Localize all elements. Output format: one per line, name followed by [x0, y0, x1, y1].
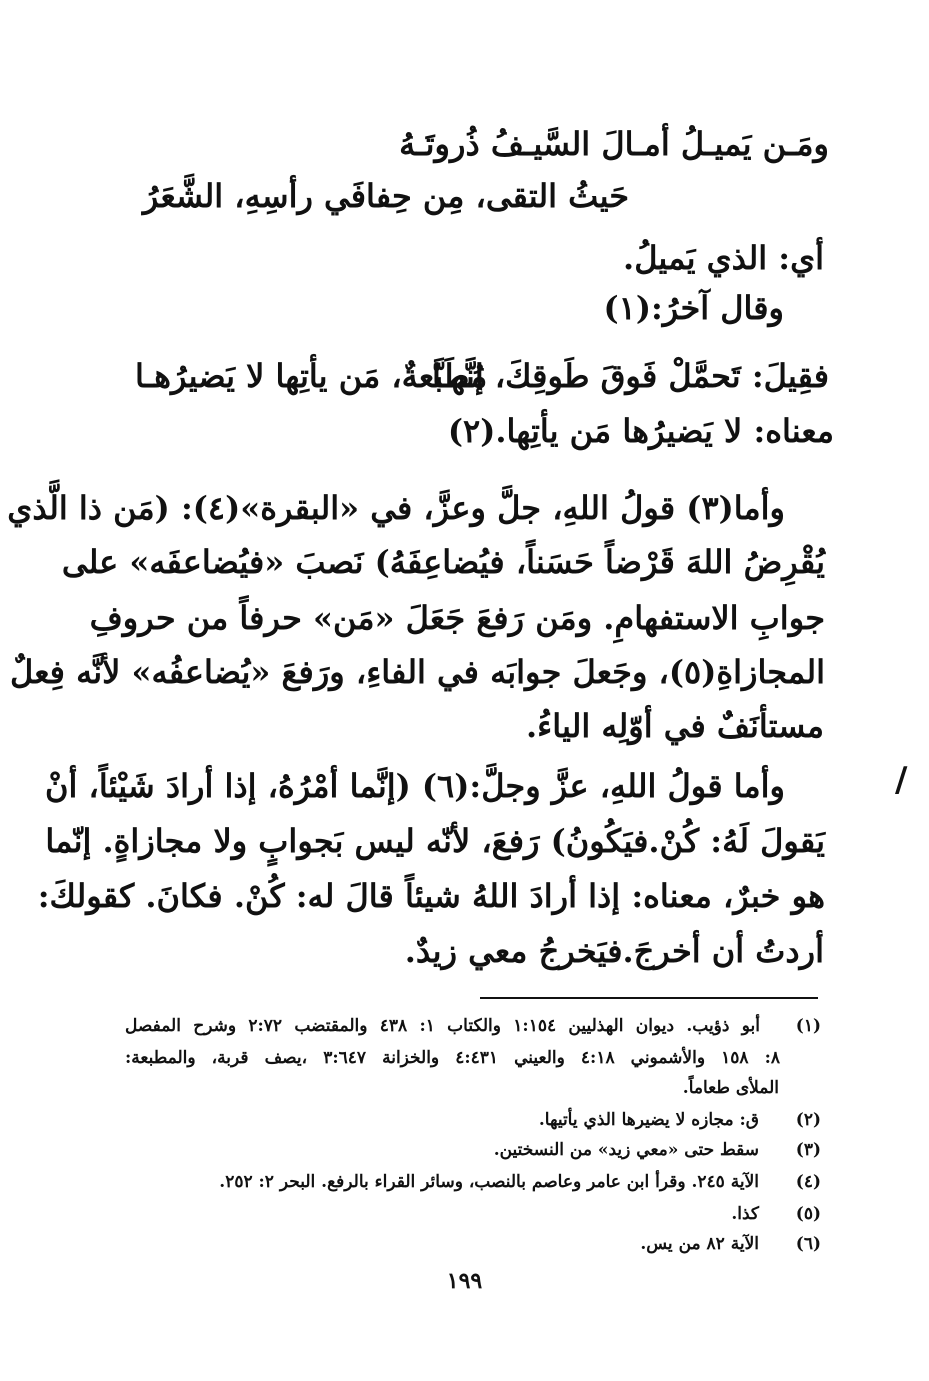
footnote-1-line-3: الملأى طعاماً.: [682, 1078, 779, 1098]
para1-line-2: يُقْرِضُ اللهَ قَرْضاً حَسَناً، فيُضاعِفَهُ) نَصبَ «فيُضاعفَه» على: [61, 543, 825, 581]
footnote-2-number: (٢): [795, 1110, 821, 1130]
footnote-4-number: (٤): [795, 1172, 821, 1192]
footnote-4-text: الآية ٢٤٥. وقرأ ابن عامر وعاصم بالنصب، وسائر القراء بالرفع. البحر ٢: ٢٥٢.: [219, 1172, 759, 1192]
margin-slash-mark: /: [895, 760, 908, 800]
said-other-line: وقال آخرُ:(١): [603, 289, 784, 327]
footnote-5-number: (٥): [795, 1204, 821, 1224]
para1-line-5: مستأنَفٌ في أوّلِه الياءُ.: [526, 707, 824, 745]
para2-line-2: يَقولَ لَهُ: كُنْ.فيَكُونُ) رَفعَ، لأنّه ليس بَجوابٍ ولا مجازاةٍ. إنّما: [45, 822, 825, 860]
page-number: ١٩٩: [446, 1268, 483, 1294]
footnote-1-line-2: ٨: ١٥٨ والأشموني ٤:١٨ والعيني ٤:٤٣١ والخزانة ٣:٦٤٧ ،يصف قربة، والمطبعة:: [125, 1048, 780, 1068]
footnote-3-number: (٣): [795, 1140, 821, 1160]
footnote-separator: [480, 997, 818, 999]
meaning-line-1: أي: الذي يَميلُ.: [623, 239, 824, 277]
footnote-1-line-1: أبو ذؤيب. ديوان الهذليين ١:١٥٤ والكتاب ١: ٤٣٨ والمقتضب ٢:٧٢ وشرح المفصل: [125, 1016, 760, 1036]
poem1-hemistich-a: ومَـن يَميـلُ أمـالَ السَّيـفُ ذُروتَـهُ: [399, 125, 829, 163]
poem2-hemistich-a: فقِيلَ: تَحمَّلْ فَوقَ طَوقِكَ، إنَّهـا: [432, 357, 829, 395]
para2-line-4: أردتُ أن أخرجَ.فيَخرجُ معي زيدٌ.: [404, 932, 824, 970]
para2-line-3: هو خبرٌ، معناه: إذا أرادَ اللهُ شيئاً قالَ له: كُنْ. فكانَ. كقولكَ:: [37, 877, 825, 915]
footnote-6-number: (٦): [795, 1234, 821, 1254]
footnote-2-text: ق: مجازه لا يضيرها الذي يأتيها.: [538, 1110, 759, 1130]
poem1-hemistich-b: حَيثُ التقى، مِن حِفافَي رأسِهِ، الشَّعَرُ: [142, 177, 629, 215]
footnote-6-text: الآية ٨٢ من يس.: [640, 1234, 759, 1254]
poem2-hemistich-b: مُطَبَّعةٌ، مَن يأتِها لا يَضيرُهـا: [135, 357, 488, 395]
footnote-5-text: كذا.: [731, 1204, 759, 1224]
para1-line-3: جوابِ الاستفهامِ. ومَن رَفعَ جَعَلَ «مَن» حرفاً من حروفِ: [89, 599, 825, 637]
para2-line-1: وأما قولُ اللهِ، عزَّ وجلَّ:(٦) (إنَّما أمْرُهُ، إذا أرادَ شَيْئاً، أنْ: [44, 767, 785, 805]
para1-line-1: وأما(٣) قولُ اللهِ، جلَّ وعزَّ، في «البقرة»(٤): (مَن ذا الَّذي: [7, 489, 785, 527]
para1-line-4: المجازاةِ(٥)، وجَعلَ جوابَه في الفاءِ، ورَفعَ «يُضاعفُه» لأنَّه فِعلٌ: [9, 653, 825, 691]
meaning-line-2: معناه: لا يَضيرُها مَن يأتِها.(٢): [447, 412, 834, 450]
footnote-3-text: سقط حتى «معي زيد» من النسختين.: [493, 1140, 759, 1160]
footnote-1-number: (١): [795, 1016, 821, 1036]
